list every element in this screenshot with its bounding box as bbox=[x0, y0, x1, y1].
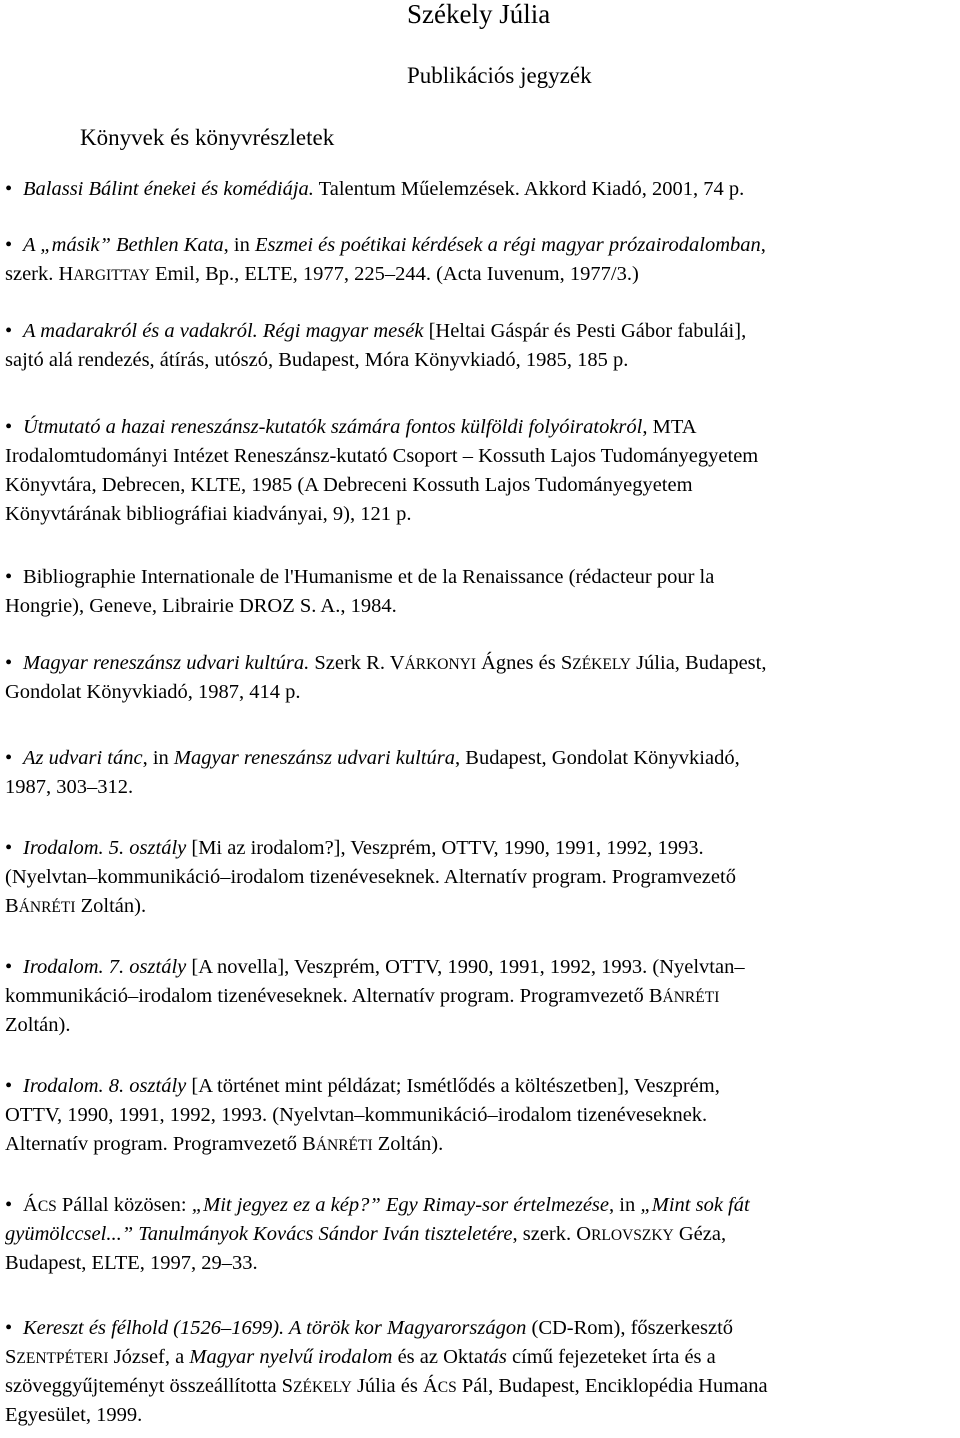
small-caps-name: ÁNRÉTI bbox=[662, 989, 720, 1006]
small-caps-name: ÁRKONYI bbox=[404, 656, 476, 673]
italic-title: Irodalom. 7. osztály bbox=[23, 956, 187, 978]
italic-title: Balassi Bálint énekei és komédiája. bbox=[23, 178, 314, 200]
entry-text: Pál, Budapest, Enciklopédia Humana bbox=[456, 1375, 768, 1397]
entry-line bbox=[5, 1130, 955, 1159]
italic-title: Irodalom. 5. osztály bbox=[23, 837, 187, 859]
entry-line bbox=[5, 649, 955, 678]
small-caps-name: RLOVSZKY bbox=[591, 1227, 674, 1244]
entry-text: Bibliographie Internationale de l'Humanisme et de la Renaissance (rédacteur pour la bbox=[23, 566, 715, 588]
publication-entry bbox=[5, 317, 955, 375]
entry-line bbox=[5, 1191, 955, 1220]
bullet-marker: • bbox=[5, 1075, 13, 1097]
entry-text: Irodalomtudományi Intézet Reneszánsz-kutató Csoport – Kossuth Lajos Tudományegyetem bbox=[5, 445, 759, 467]
entry-line bbox=[5, 1372, 955, 1401]
entry-text: OTTV, 1990, 1991, 1992, 1993. (Nyelvtan–kommunikáció–irodalom tizenéveseknek. bbox=[5, 1104, 708, 1126]
entry-line bbox=[5, 563, 955, 592]
entry-text: Júlia, Budapest, bbox=[630, 652, 767, 674]
bullet-marker: • bbox=[5, 320, 13, 342]
italic-title: A „másik” Bethlen Kata bbox=[23, 234, 224, 256]
italic-title: Magyar reneszánsz udvari kultúra bbox=[173, 747, 456, 769]
entry-line bbox=[5, 982, 955, 1011]
publication-entry bbox=[5, 1072, 955, 1159]
entry-text: B bbox=[5, 895, 19, 917]
publication-entry bbox=[5, 744, 955, 802]
entry-line bbox=[5, 1401, 955, 1430]
author-name: Székely Júlia bbox=[407, 0, 551, 29]
entry-line bbox=[5, 175, 955, 204]
entry-line bbox=[5, 1101, 955, 1130]
entry-text: Á bbox=[23, 1194, 38, 1216]
entry-line bbox=[5, 413, 955, 442]
publication-entry bbox=[5, 649, 955, 707]
document-subtitle: Publikációs jegyzék bbox=[407, 63, 592, 88]
entry-text: , Budapest, Gondolat Könyvkiadó, bbox=[455, 747, 740, 769]
entry-text: , szerk. O bbox=[512, 1223, 592, 1245]
entry-line bbox=[5, 1249, 955, 1278]
publication-entry bbox=[5, 834, 955, 921]
italic-title: „Mint sok fát bbox=[640, 1194, 750, 1216]
entry-line bbox=[5, 863, 955, 892]
bullet-marker: • bbox=[5, 1194, 13, 1216]
small-caps-name: ZENTPÉTERI bbox=[16, 1350, 109, 1367]
italic-title: Az udvari tánc bbox=[23, 747, 143, 769]
italic-title: Útmutató a hazai reneszánsz-kutatók számára fontos külföldi folyóiratokról bbox=[23, 416, 643, 438]
entry-text: Szerk R. V bbox=[309, 652, 405, 674]
entry-line bbox=[5, 500, 955, 529]
small-caps-name: ZÉKELY bbox=[293, 1379, 352, 1396]
italic-title: gyümölccsel...” Tanulmányok Kovács Sándor Iván tiszteletére bbox=[5, 1223, 513, 1245]
entry-text: (Nyelvtan–kommunikáció–irodalom tizenéveseknek. Alternatív program. Programvezető bbox=[5, 866, 736, 888]
publication-entry bbox=[5, 175, 955, 204]
italic-title: tás bbox=[482, 1346, 507, 1368]
publication-entry bbox=[5, 1314, 955, 1430]
entry-text: József, a bbox=[108, 1346, 190, 1368]
bullet-marker: • bbox=[5, 837, 13, 859]
entry-text: Egyesület, 1999. bbox=[5, 1404, 143, 1426]
entry-text: Hongrie), Geneve, Librairie DROZ S. A., 1984. bbox=[5, 595, 397, 617]
small-caps-name: ZÉKELY bbox=[572, 656, 631, 673]
entry-text: Ágnes és S bbox=[476, 652, 573, 674]
bullet-marker: • bbox=[5, 178, 13, 200]
italic-title: A madarakról és a vadakról. Régi magyar mesék bbox=[23, 320, 424, 342]
entry-line bbox=[5, 953, 955, 982]
entry-text: Zoltán). bbox=[75, 895, 147, 917]
entry-line bbox=[5, 592, 955, 621]
entry-text: Pállal közösen: bbox=[56, 1194, 192, 1216]
small-caps-name: ÁNRÉTI bbox=[315, 1137, 373, 1154]
bullet-marker: • bbox=[5, 234, 13, 256]
entry-text: Zoltán). bbox=[372, 1133, 444, 1155]
entry-line bbox=[5, 1220, 955, 1249]
entry-line bbox=[5, 773, 955, 802]
entry-text: [A történet mint példázat; Ismétlődés a költészetben], Veszprém, bbox=[186, 1075, 720, 1097]
publication-entry bbox=[5, 563, 955, 621]
entry-line bbox=[5, 1314, 955, 1343]
entry-text: Könyvtára, Debrecen, KLTE, 1985 (A Debreceni Kossuth Lajos Tudományegyetem bbox=[5, 474, 693, 496]
entry-line bbox=[5, 442, 955, 471]
small-caps-name: ÁNRÉTI bbox=[18, 899, 76, 916]
entry-text: Budapest, ELTE, 1997, 29–33. bbox=[5, 1252, 258, 1274]
entry-text: kommunikáció–irodalom tizenéveseknek. Alternatív program. Programvezető B bbox=[5, 985, 663, 1007]
small-caps-name: CS bbox=[437, 1379, 457, 1396]
entry-text: , in bbox=[609, 1194, 641, 1216]
entry-line bbox=[5, 678, 955, 707]
entry-line bbox=[5, 1011, 955, 1040]
entry-text: Géza, bbox=[673, 1223, 727, 1245]
entry-text: S bbox=[5, 1346, 17, 1368]
entry-text: , bbox=[760, 234, 766, 256]
entry-text: című fejezeteket írta és a bbox=[506, 1346, 716, 1368]
section-title: Könyvek és könyvrészletek bbox=[80, 125, 335, 150]
publication-entry bbox=[5, 231, 955, 289]
entry-text: Alternatív program. Programvezető B bbox=[5, 1133, 316, 1155]
italic-title: Kereszt és félhold (1526–1699). A török kor Magyarországon bbox=[23, 1317, 527, 1339]
bullet-marker: • bbox=[5, 416, 13, 438]
entry-text: Gondolat Könyvkiadó, 1987, 414 p. bbox=[5, 681, 301, 703]
entry-line bbox=[5, 834, 955, 863]
entry-text: sajtó alá rendezés, átírás, utószó, Budapest, Móra Könyvkiadó, 1985, 185 p. bbox=[5, 349, 629, 371]
publication-entry bbox=[5, 413, 955, 529]
italic-title: Eszmei és poétikai kérdések a régi magyar prózairodalomban bbox=[254, 234, 761, 256]
bullet-marker: • bbox=[5, 1317, 13, 1339]
entry-text: Talentum Műelemzések. Akkord Kiadó, 2001, 74 p. bbox=[313, 178, 745, 200]
entry-text: és az Okta bbox=[392, 1346, 483, 1368]
entry-text: , in bbox=[142, 747, 174, 769]
entry-line bbox=[5, 1072, 955, 1101]
bullet-marker: • bbox=[5, 956, 13, 978]
italic-title: Magyar reneszánsz udvari kultúra. bbox=[23, 652, 310, 674]
entry-line bbox=[5, 317, 955, 346]
entry-text: , in bbox=[223, 234, 255, 256]
entry-text: Könyvtárának bibliográfiai kiadványai, 9), 121 p. bbox=[5, 503, 412, 525]
small-caps-name: ARGITTAY bbox=[73, 267, 150, 284]
small-caps-name: CS bbox=[37, 1198, 57, 1215]
entry-text: szöveggyűjteményt összeállította S bbox=[5, 1375, 294, 1397]
bullet-marker: • bbox=[5, 566, 13, 588]
entry-text: Emil, Bp., ELTE, 1977, 225–244. (Acta Iuvenum, 1977/3.) bbox=[149, 263, 639, 285]
entry-line bbox=[5, 231, 955, 260]
italic-title: Magyar nyelvű irodalom bbox=[189, 1346, 393, 1368]
publication-entry bbox=[5, 1191, 955, 1278]
entry-text: Zoltán). bbox=[5, 1014, 71, 1036]
entry-line bbox=[5, 892, 955, 921]
entry-line bbox=[5, 260, 955, 289]
entry-line bbox=[5, 346, 955, 375]
entry-text: szerk. H bbox=[5, 263, 74, 285]
entry-text: [Heltai Gáspár és Pesti Gábor fabulái], bbox=[423, 320, 747, 342]
publication-entry bbox=[5, 953, 955, 1040]
entry-line bbox=[5, 1343, 955, 1372]
italic-title: Irodalom. 8. osztály bbox=[23, 1075, 187, 1097]
entry-line bbox=[5, 744, 955, 773]
entry-text: [A novella], Veszprém, OTTV, 1990, 1991, 1992, 1993. (Nyelvtan– bbox=[186, 956, 745, 978]
entry-text: 1987, 303–312. bbox=[5, 776, 134, 798]
bullet-marker: • bbox=[5, 747, 13, 769]
bullet-marker: • bbox=[5, 652, 13, 674]
entry-text: , MTA bbox=[642, 416, 697, 438]
entry-text: (CD-Rom), főszerkesztő bbox=[526, 1317, 734, 1339]
entry-text: Júlia és Á bbox=[351, 1375, 438, 1397]
entry-line bbox=[5, 471, 955, 500]
entry-text: [Mi az irodalom?], Veszprém, OTTV, 1990, 1991, 1992, 1993. bbox=[186, 837, 704, 859]
italic-title: „Mit jegyez ez a kép?” Egy Rimay-sor értelmezése bbox=[191, 1194, 610, 1216]
